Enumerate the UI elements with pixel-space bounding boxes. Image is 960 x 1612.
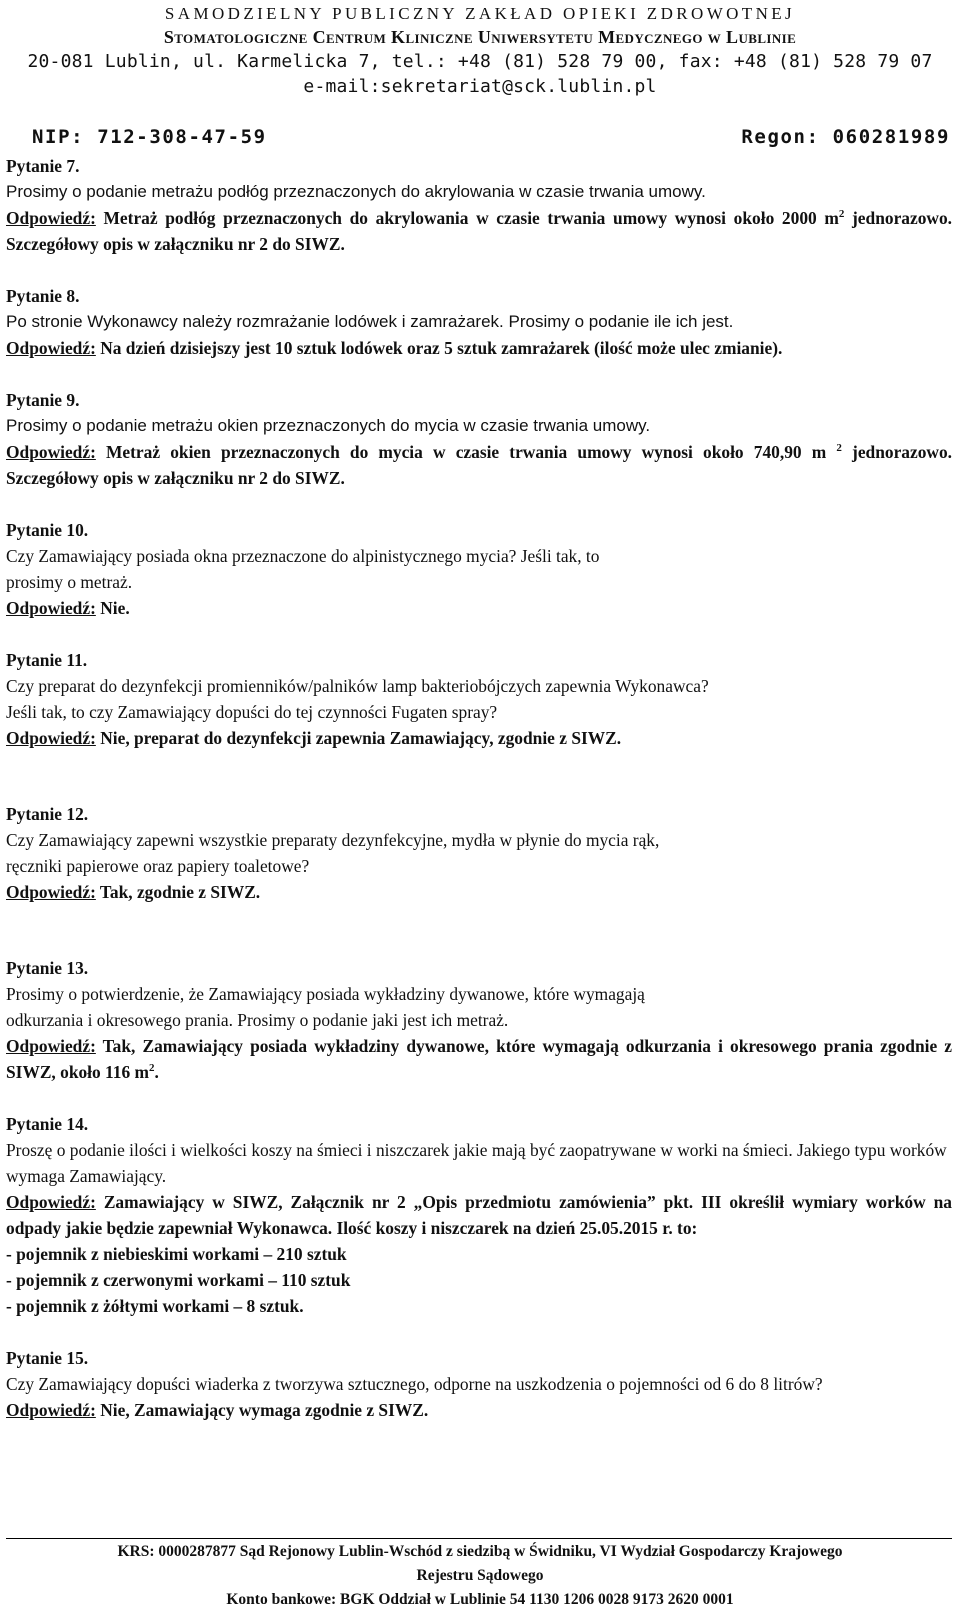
answer: Odpowiedź: Na dzień dzisiejszy jest 10 sztuk lodówek oraz 5 sztuk zamrażarek (ilość może ulec zmianie). xyxy=(6,338,783,358)
footer-krs: KRS: 0000287877 Sąd Rejonowy Lublin-Wschód z siedzibą w Świdniku, VI Wydział Gospodarczy Krajowego xyxy=(117,1543,843,1560)
question-text: odkurzania i okresowego prania. Prosimy o podanie jaki jest ich metraż. xyxy=(6,1010,509,1030)
answer-label: Odpowiedź: xyxy=(6,442,96,462)
answer: Odpowiedź: Nie, Zamawiający wymaga zgodnie z SIWZ. xyxy=(6,1400,429,1420)
list-item: - pojemnik z czerwonymi workami – 110 sztuk xyxy=(6,1270,351,1290)
footer-divider xyxy=(6,1538,952,1539)
answer: Odpowiedź: Metraż podłóg przeznaczonych do akrylowania w czasie trwania umowy wynosi około 2000 $m^2$ jednorazowo. Szczegółowy opis w załączniku nr 2 do SIWZ. xyxy=(6,208,952,254)
answer: Odpowiedź: Tak, Zamawiający posiada wykładziny dywanowe, które wymagają odkurzania i okresowego prania zgodnie z SIWZ, około 116 $m^2$. xyxy=(6,1036,952,1082)
tax-ids xyxy=(32,126,950,148)
question-title: Pytanie 10. xyxy=(6,520,89,540)
institution-email: e-mail:sekretariat@sck.lublin.pl xyxy=(303,76,657,97)
question-text: Czy Zamawiający posiada okna przeznaczone do alpinistycznego mycia? Jeśli tak, to xyxy=(6,546,600,566)
question-title: Pytanie 14. xyxy=(6,1114,89,1134)
answer-label: Odpowiedź: xyxy=(6,598,96,618)
question-title: Pytanie 7. xyxy=(6,156,80,176)
letterhead xyxy=(0,0,960,99)
institution-address: 20-081 Lublin, ul. Karmelicka 7, tel.: +48 (81) 528 79 00, fax: +48 (81) 528 79 07 xyxy=(27,51,933,72)
question-text: Czy Zamawiający dopuści wiaderka z tworzywa sztucznego, odporne na uszkodzenia o pojemności od 6 do 8 litrów? xyxy=(6,1374,823,1394)
footer-bank-account: Konto bankowe: BGK Oddział w Lublinie 54 1130 1206 0028 9173 2620 0001 xyxy=(226,1591,734,1608)
regon-number: Regon: 060281989 xyxy=(741,126,950,148)
question-text: Prosimy o podanie metrażu okien przeznaczonych do mycia w czasie trwania umowy. xyxy=(6,416,651,435)
list-item: - pojemnik z niebieskimi workami – 210 sztuk xyxy=(6,1244,347,1264)
question-text: Proszę o podanie ilości i wielkości koszy na śmieci i niszczarek jakie mają być zaopatrywane w worki na śmieci. Jakiego typu worków wymaga Zamawiający. xyxy=(6,1140,947,1186)
question-title: Pytanie 13. xyxy=(6,958,89,978)
question-text: prosimy o metraż. xyxy=(6,572,133,592)
answer-label: Odpowiedź: xyxy=(6,208,96,228)
answer: Odpowiedź: Nie, preparat do dezynfekcji zapewnia Zamawiający, zgodnie z SIWZ. xyxy=(6,728,622,748)
question-title: Pytanie 11. xyxy=(6,650,88,670)
list-item: - pojemnik z żółtymi workami – 8 sztuk. xyxy=(6,1296,304,1316)
question-title: Pytanie 9. xyxy=(6,390,80,410)
answer: Odpowiedź: Metraż okien przeznaczonych do mycia w czasie trwania umowy wynosi około 740,90 m $^2$ jednorazowo. Szczegółowy opis w załączniku nr 2 do SIWZ. xyxy=(6,442,953,488)
question-text: Czy Zamawiający zapewni wszystkie preparaty dezynfekcyjne, mydła w płynie do mycia rąk, xyxy=(6,830,660,850)
institution-name: Stomatologiczne Centrum Kliniczne Uniwersytetu Medycznego w Lublinie xyxy=(163,27,797,47)
institution-type: SAMODZIELNY PUBLICZNY ZAKŁAD OPIEKI ZDROWOTNEJ xyxy=(164,4,796,23)
answer-label: Odpowiedź: xyxy=(6,728,96,748)
answer-label: Odpowiedź: xyxy=(6,1400,96,1420)
question-text: Prosimy o potwierdzenie, że Zamawiający posiada wykładziny dywanowe, które wymagają xyxy=(6,984,645,1004)
question-text: Jeśli tak, to czy Zamawiający dopuści do tej czynności Fugaten spray? xyxy=(6,702,498,722)
answer-label: Odpowiedź: xyxy=(6,1036,96,1056)
answer-label: Odpowiedź: xyxy=(6,338,96,358)
answer-label: Odpowiedź: xyxy=(6,882,96,902)
nip-number: NIP: 712-308-47-59 xyxy=(32,126,267,148)
question-title: Pytanie 8. xyxy=(6,286,80,306)
answer: Odpowiedź: Nie. xyxy=(6,598,130,618)
question-title: Pytanie 12. xyxy=(6,804,89,824)
document-body xyxy=(6,153,952,1423)
question-text: Po stronie Wykonawcy należy rozmrażanie lodówek i zamrażarek. Prosimy o podanie ile ich jest. xyxy=(6,312,734,331)
footer xyxy=(0,1540,960,1612)
footer-registry: Rejestru Sądowego xyxy=(416,1567,544,1584)
answer: Odpowiedź: Tak, zgodnie z SIWZ. xyxy=(6,882,261,902)
question-text: Prosimy o podanie metrażu podłóg przeznaczonych do akrylowania w czasie trwania umowy. xyxy=(6,182,706,201)
answer-label: Odpowiedź: xyxy=(6,1192,96,1212)
question-title: Pytanie 15. xyxy=(6,1348,89,1368)
question-text: ręczniki papierowe oraz papiery toaletowe? xyxy=(6,856,310,876)
answer: Odpowiedź: Zamawiający w SIWZ, Załącznik nr 2 „Opis przedmiotu zamówienia” pkt. III określił wymiary worków na odpady jakie będzie zapewniał Wykonawca. Ilość koszy i niszczarek na dzień 25.05.2015 r. to: xyxy=(6,1192,952,1238)
question-text: Czy preparat do dezynfekcji promienników/palników lamp bakteriobójczych zapewnia Wykonawca? xyxy=(6,676,709,696)
